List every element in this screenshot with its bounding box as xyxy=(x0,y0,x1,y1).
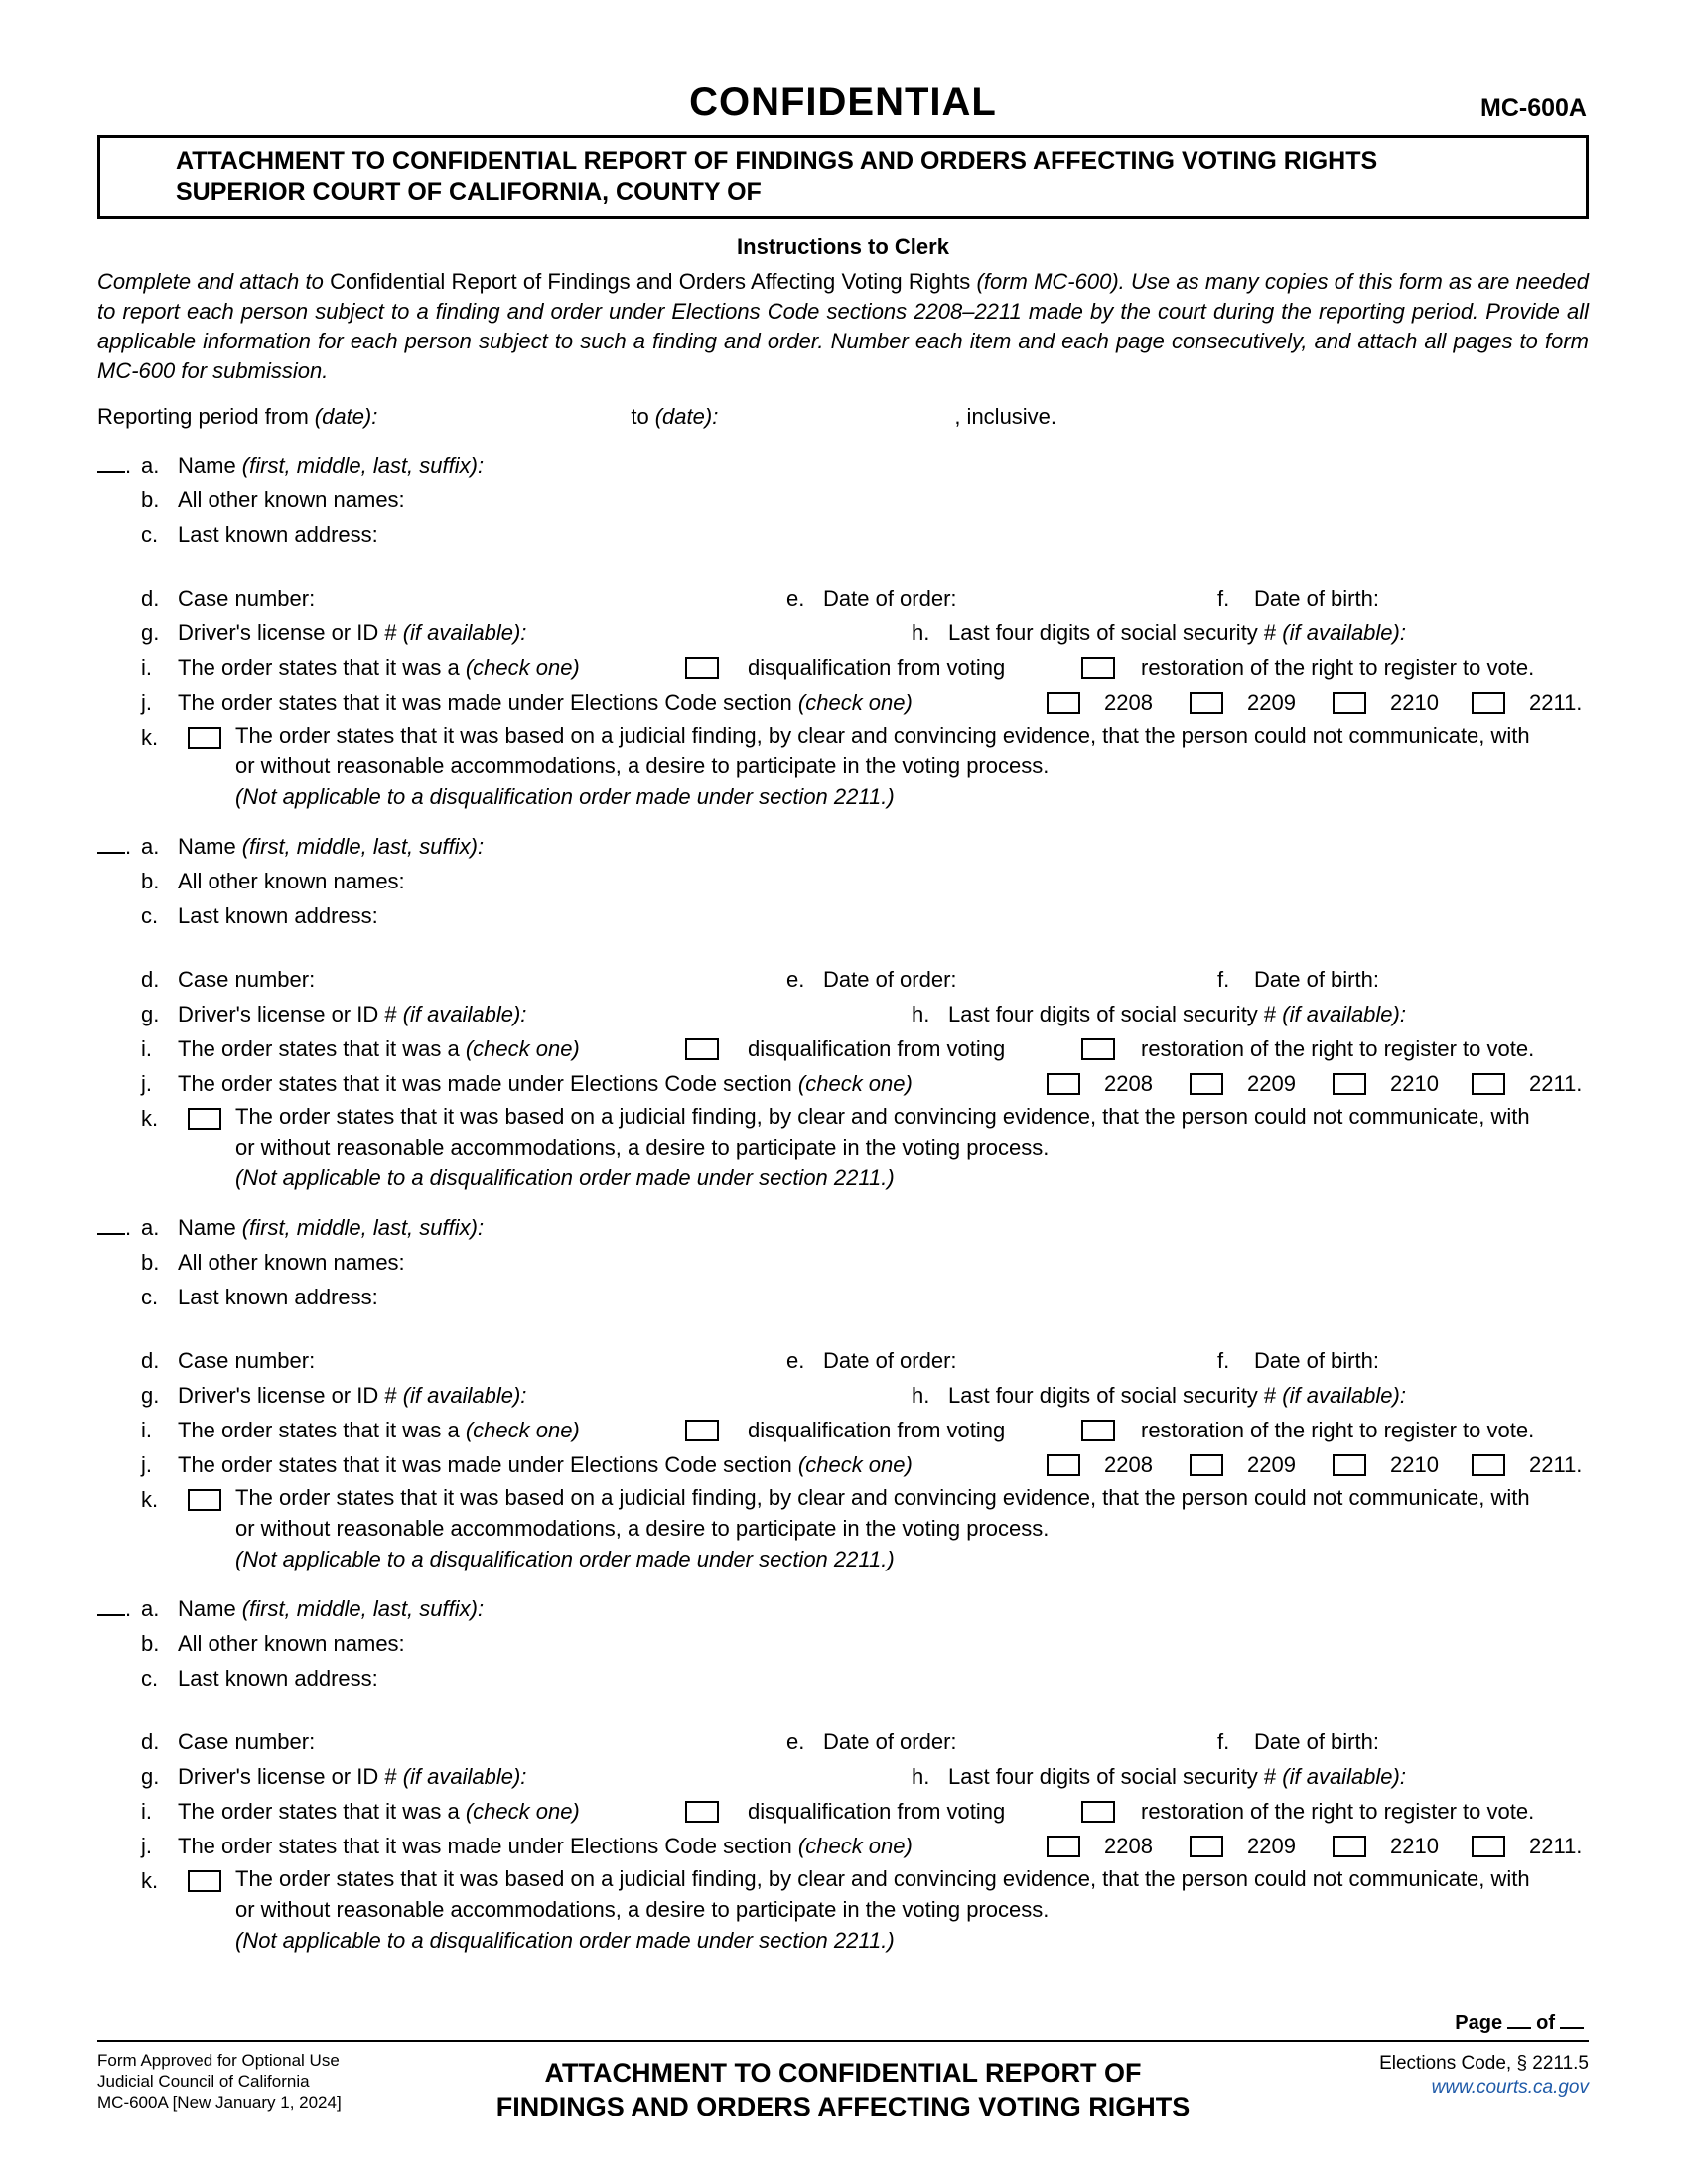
form-number: MC-600A xyxy=(1480,94,1587,122)
name-label-text: Name xyxy=(178,1215,242,1240)
section-2211-label: 2211. xyxy=(1529,1071,1583,1096)
date-of-order-label: Date of order: xyxy=(823,586,957,611)
order-type-hint: (check one) xyxy=(465,1036,580,1061)
restoration-checkbox[interactable] xyxy=(1081,1801,1115,1823)
name-label-text: Name xyxy=(178,453,242,478)
drivers-license-text: Driver's license or ID # xyxy=(178,1002,403,1026)
name-label-hint: (first, middle, last, suffix): xyxy=(241,834,485,859)
date-of-birth-label: Date of birth: xyxy=(1254,1729,1379,1754)
item-letter-k: k. xyxy=(141,1106,159,1131)
disqualification-label: disqualification from voting xyxy=(748,1036,1006,1061)
section-2210-label: 2210 xyxy=(1390,1071,1439,1096)
row-elections-code-section xyxy=(97,1829,1589,1863)
row-license-ssn xyxy=(97,615,1589,650)
drivers-license-label xyxy=(178,997,526,1031)
form-footer xyxy=(97,2011,1589,2123)
restoration-label: restoration of the right to register to vote. xyxy=(1141,1799,1535,1824)
code-section-label xyxy=(178,1829,913,1863)
item-letter-k: k. xyxy=(141,725,159,750)
section-2208-label: 2208 xyxy=(1104,1071,1153,1096)
reporting-period-row xyxy=(97,399,1589,434)
drivers-license-hint: (if available): xyxy=(402,1764,527,1789)
section-2210-checkbox[interactable] xyxy=(1333,1454,1366,1476)
section-2211-label: 2211. xyxy=(1529,1834,1583,1858)
case-number-label: Case number: xyxy=(178,1729,316,1754)
disqualification-checkbox[interactable] xyxy=(685,1038,719,1060)
item-number-period: . xyxy=(125,1596,132,1621)
section-2211-label: 2211. xyxy=(1529,690,1583,715)
reporting-to-date-hint: (date): xyxy=(654,404,719,429)
courts-website-link[interactable]: www.courts.ca.gov xyxy=(1431,2077,1589,2098)
row-order-type xyxy=(97,1413,1589,1447)
date-of-birth-group xyxy=(1217,1724,1379,1759)
code-section-label xyxy=(178,685,913,720)
order-type-label xyxy=(178,650,580,685)
item-letter-c: c. xyxy=(141,903,159,928)
item-letter-d: d. xyxy=(141,1729,160,1754)
item-letter-a: a. xyxy=(141,1215,160,1240)
drivers-license-label xyxy=(178,615,526,650)
item-number-period: . xyxy=(125,834,132,859)
instructions-intro: Complete and attach to xyxy=(97,269,331,294)
section-2210-checkbox[interactable] xyxy=(1333,1836,1366,1857)
row-address xyxy=(97,517,1589,552)
other-names-label: All other known names: xyxy=(178,869,405,893)
ssn-group xyxy=(912,1759,1406,1794)
row-license-ssn xyxy=(97,1378,1589,1413)
item-letter-d: d. xyxy=(141,967,160,992)
item-letter-e: e. xyxy=(786,1729,805,1754)
item-letter-e: e. xyxy=(786,586,805,611)
judicial-finding-checkbox[interactable] xyxy=(188,727,221,749)
row-elections-code-section xyxy=(97,685,1589,720)
section-2208-checkbox[interactable] xyxy=(1047,1836,1080,1857)
section-2208-checkbox[interactable] xyxy=(1047,1073,1080,1095)
person-block xyxy=(97,448,1589,812)
form-title-box xyxy=(97,135,1589,219)
judicial-finding-checkbox[interactable] xyxy=(188,1870,221,1892)
inclusive-label: , inclusive. xyxy=(954,404,1057,429)
row-name xyxy=(97,1591,1589,1626)
section-2210-label: 2210 xyxy=(1390,690,1439,715)
restoration-checkbox[interactable] xyxy=(1081,657,1115,679)
ssn-hint: (if available): xyxy=(1282,1002,1406,1026)
section-2211-label: 2211. xyxy=(1529,1452,1583,1477)
disqualification-checkbox[interactable] xyxy=(685,1801,719,1823)
disqualification-label: disqualification from voting xyxy=(748,1799,1006,1824)
case-number-label: Case number: xyxy=(178,586,316,611)
page-number-blank[interactable] xyxy=(1507,2023,1531,2029)
ssn-text: Last four digits of social security # xyxy=(948,620,1283,645)
restoration-checkbox[interactable] xyxy=(1081,1420,1115,1441)
item-number xyxy=(97,1591,141,1626)
judicial-finding-statement xyxy=(235,1101,1536,1193)
approval-line-1: Form Approved for Optional Use xyxy=(97,2051,340,2070)
judicial-finding-text: The order states that it was based on a judicial finding, by clear and convincing evidence, that the person could not communicate, with or without reasonable accommodations, a desire to participate in the voting process. xyxy=(235,1485,1530,1541)
restoration-label: restoration of the right to register to vote. xyxy=(1141,655,1535,680)
item-number xyxy=(97,829,141,864)
row-judicial-finding xyxy=(97,1863,1589,1956)
page-label: Page xyxy=(1455,2012,1503,2034)
item-letter-b: b. xyxy=(141,1631,160,1656)
judicial-finding-note: (Not applicable to a disqualification order made under section 2211.) xyxy=(235,1547,895,1571)
ssn-label xyxy=(948,1002,1406,1026)
section-2209-label: 2209 xyxy=(1247,1452,1296,1477)
item-number-period: . xyxy=(125,453,132,478)
section-2210-label: 2210 xyxy=(1390,1834,1439,1858)
date-of-order-label: Date of order: xyxy=(823,1348,957,1373)
row-order-type xyxy=(97,1794,1589,1829)
code-section-hint: (check one) xyxy=(797,1452,913,1477)
section-2210-checkbox[interactable] xyxy=(1333,692,1366,714)
section-2210-checkbox[interactable] xyxy=(1333,1073,1366,1095)
row-other-names xyxy=(97,1626,1589,1661)
order-type-hint: (check one) xyxy=(465,655,580,680)
date-of-order-group xyxy=(786,962,957,997)
footer-title-line-2: FINDINGS AND ORDERS AFFECTING VOTING RIGHTS xyxy=(495,2092,1191,2121)
item-letter-b: b. xyxy=(141,487,160,512)
judicial-finding-checkbox[interactable] xyxy=(188,1108,221,1130)
item-number xyxy=(97,1210,141,1245)
page-number-line xyxy=(97,2011,1589,2035)
item-letter-g: g. xyxy=(141,1764,160,1789)
date-of-birth-label: Date of birth: xyxy=(1254,1348,1379,1373)
ssn-text: Last four digits of social security # xyxy=(948,1383,1283,1408)
case-number-label: Case number: xyxy=(178,1348,316,1373)
section-2208-checkbox[interactable] xyxy=(1047,692,1080,714)
code-section-hint: (check one) xyxy=(797,1071,913,1096)
item-letter-b: b. xyxy=(141,869,160,893)
footer-divider xyxy=(97,2040,1589,2042)
row-judicial-finding xyxy=(97,1101,1589,1193)
item-number-blank[interactable] xyxy=(97,1610,125,1616)
ssn-hint: (if available): xyxy=(1282,1764,1406,1789)
item-letter-f: f. xyxy=(1217,967,1230,992)
name-label-hint: (first, middle, last, suffix): xyxy=(241,1596,485,1621)
drivers-license-text: Driver's license or ID # xyxy=(178,1764,403,1789)
reporting-to-label: to xyxy=(631,404,649,429)
item-letter-j: j. xyxy=(141,690,152,715)
item-letter-j: j. xyxy=(141,1452,152,1477)
code-section-hint: (check one) xyxy=(797,1834,913,1858)
ssn-group xyxy=(912,1378,1406,1413)
row-name xyxy=(97,1210,1589,1245)
reporting-from-date-hint: (date): xyxy=(314,404,378,429)
footer-form-title xyxy=(405,2050,1281,2123)
date-of-birth-group xyxy=(1217,1343,1379,1378)
judicial-finding-statement xyxy=(235,720,1536,812)
item-letter-f: f. xyxy=(1217,1729,1230,1754)
item-letter-c: c. xyxy=(141,1285,159,1309)
item-letter-e: e. xyxy=(786,967,805,992)
other-names-label: All other known names: xyxy=(178,1631,405,1656)
ssn-hint: (if available): xyxy=(1282,620,1406,645)
address-label: Last known address: xyxy=(178,903,378,928)
ssn-label xyxy=(948,1383,1406,1408)
judicial-finding-text: The order states that it was based on a judicial finding, by clear and convincing evidence, that the person could not communicate, with or without reasonable accommodations, a desire to participate in the voting process. xyxy=(235,1104,1530,1160)
disqualification-label: disqualification from voting xyxy=(748,1418,1006,1442)
code-section-text: The order states that it was made under Elections Code section xyxy=(178,1071,798,1096)
section-2209-checkbox[interactable] xyxy=(1190,692,1223,714)
row-address xyxy=(97,1661,1589,1696)
code-section-text: The order states that it was made under Elections Code section xyxy=(178,690,798,715)
disqualification-checkbox[interactable] xyxy=(685,1420,719,1441)
reporting-from-label: Reporting period from xyxy=(97,404,309,429)
code-section-label xyxy=(178,1066,913,1101)
item-number-blank[interactable] xyxy=(97,467,125,473)
date-of-order-label: Date of order: xyxy=(823,967,957,992)
section-2211-checkbox[interactable] xyxy=(1472,1454,1505,1476)
ssn-group xyxy=(912,615,1406,650)
item-number xyxy=(97,448,141,482)
item-letter-b: b. xyxy=(141,1250,160,1275)
page-total-blank[interactable] xyxy=(1560,2023,1584,2029)
section-2211-checkbox[interactable] xyxy=(1472,1836,1505,1857)
order-type-hint: (check one) xyxy=(465,1799,580,1824)
section-2211-checkbox[interactable] xyxy=(1472,1073,1505,1095)
item-letter-j: j. xyxy=(141,1834,152,1858)
item-letter-j: j. xyxy=(141,1071,152,1096)
ssn-label xyxy=(948,1764,1406,1789)
order-type-text: The order states that it was a xyxy=(178,1418,466,1442)
row-other-names xyxy=(97,864,1589,898)
item-letter-a: a. xyxy=(141,834,160,859)
section-2209-label: 2209 xyxy=(1247,1834,1296,1858)
row-other-names xyxy=(97,482,1589,517)
instructions-heading: Instructions to Clerk xyxy=(737,234,949,259)
judicial-finding-note: (Not applicable to a disqualification order made under section 2211.) xyxy=(235,1928,895,1953)
footer-title-line-1: ATTACHMENT TO CONFIDENTIAL REPORT OF xyxy=(544,2058,1142,2088)
order-type-text: The order states that it was a xyxy=(178,655,466,680)
item-letter-a: a. xyxy=(141,453,160,478)
code-reference: Elections Code, § 2211.5 xyxy=(1379,2053,1589,2074)
date-of-birth-label: Date of birth: xyxy=(1254,586,1379,611)
name-label xyxy=(178,1210,484,1245)
code-section-label xyxy=(178,1447,913,1482)
drivers-license-hint: (if available): xyxy=(402,1002,527,1026)
item-letter-k: k. xyxy=(141,1487,159,1512)
name-label-text: Name xyxy=(178,834,242,859)
instructions-rest: (form MC-600). Use as many copies of this form as are needed to report each person subject to a finding and order under Elections Code sections 2208–2211 made by the court during the reporting period. Provide all applicable information for each person subject to such a finding and order. Number each item and each page consecutively, and attach all pages to form MC-600 for submission. xyxy=(97,269,1589,383)
other-names-label: All other known names: xyxy=(178,1250,405,1275)
order-type-text: The order states that it was a xyxy=(178,1036,466,1061)
date-of-order-group xyxy=(786,1343,957,1378)
disqualification-checkbox[interactable] xyxy=(685,657,719,679)
row-other-names xyxy=(97,1245,1589,1280)
row-judicial-finding xyxy=(97,1482,1589,1574)
form-header xyxy=(97,77,1589,127)
judicial-finding-note: (Not applicable to a disqualification order made under section 2211.) xyxy=(235,784,895,809)
row-judicial-finding xyxy=(97,720,1589,812)
row-case-dates xyxy=(97,1724,1589,1759)
address-label: Last known address: xyxy=(178,522,378,547)
judicial-finding-note: (Not applicable to a disqualification order made under section 2211.) xyxy=(235,1165,895,1190)
order-type-hint: (check one) xyxy=(465,1418,580,1442)
order-type-label xyxy=(178,1413,580,1447)
ssn-text: Last four digits of social security # xyxy=(948,1002,1283,1026)
ssn-text: Last four digits of social security # xyxy=(948,1764,1283,1789)
form-approval-info xyxy=(97,2050,405,2123)
drivers-license-text: Driver's license or ID # xyxy=(178,620,403,645)
date-of-birth-group xyxy=(1217,581,1379,615)
ssn-hint: (if available): xyxy=(1282,1383,1406,1408)
section-2209-checkbox[interactable] xyxy=(1190,1836,1223,1857)
name-label xyxy=(178,1591,484,1626)
code-section-hint: (check one) xyxy=(797,690,913,715)
drivers-license-hint: (if available): xyxy=(402,620,527,645)
row-address xyxy=(97,1280,1589,1314)
other-names-label: All other known names: xyxy=(178,487,405,512)
item-letter-i: i. xyxy=(141,1799,152,1824)
row-address xyxy=(97,898,1589,933)
restoration-checkbox[interactable] xyxy=(1081,1038,1115,1060)
code-section-text: The order states that it was made under Elections Code section xyxy=(178,1452,798,1477)
date-of-order-group xyxy=(786,581,957,615)
footer-columns xyxy=(97,2050,1589,2123)
item-number-period: . xyxy=(125,1215,132,1240)
item-number-blank[interactable] xyxy=(97,1229,125,1235)
attachment-title: ATTACHMENT TO CONFIDENTIAL REPORT OF FINDINGS AND ORDERS AFFECTING VOTING RIGHTS xyxy=(176,147,1378,175)
restoration-label: restoration of the right to register to vote. xyxy=(1141,1418,1535,1442)
name-label-hint: (first, middle, last, suffix): xyxy=(241,453,485,478)
item-letter-c: c. xyxy=(141,1666,159,1691)
date-of-birth-label: Date of birth: xyxy=(1254,967,1379,992)
date-of-birth-group xyxy=(1217,962,1379,997)
row-license-ssn xyxy=(97,997,1589,1031)
name-label-hint: (first, middle, last, suffix): xyxy=(241,1215,485,1240)
name-label-text: Name xyxy=(178,1596,242,1621)
item-letter-i: i. xyxy=(141,1418,152,1442)
section-2209-checkbox[interactable] xyxy=(1190,1454,1223,1476)
case-number-label: Case number: xyxy=(178,967,316,992)
item-letter-g: g. xyxy=(141,1383,160,1408)
item-letter-k: k. xyxy=(141,1868,159,1893)
section-2208-label: 2208 xyxy=(1104,690,1153,715)
code-section-text: The order states that it was made under Elections Code section xyxy=(178,1834,798,1858)
item-letter-d: d. xyxy=(141,586,160,611)
section-2208-checkbox[interactable] xyxy=(1047,1454,1080,1476)
row-case-dates xyxy=(97,962,1589,997)
judicial-finding-checkbox[interactable] xyxy=(188,1489,221,1511)
order-type-label xyxy=(178,1031,580,1066)
order-type-text: The order states that it was a xyxy=(178,1799,466,1824)
item-letter-d: d. xyxy=(141,1348,160,1373)
item-letter-i: i. xyxy=(141,655,152,680)
court-title-line xyxy=(176,177,1574,207)
drivers-license-text: Driver's license or ID # xyxy=(178,1383,403,1408)
item-letter-a: a. xyxy=(141,1596,160,1621)
section-2208-label: 2208 xyxy=(1104,1452,1153,1477)
person-block xyxy=(97,1210,1589,1574)
section-2211-checkbox[interactable] xyxy=(1472,692,1505,714)
item-letter-f: f. xyxy=(1217,586,1230,611)
person-block xyxy=(97,829,1589,1193)
footer-references xyxy=(1281,2050,1589,2123)
disqualification-label: disqualification from voting xyxy=(748,655,1006,680)
row-order-type xyxy=(97,1031,1589,1066)
instructions-body xyxy=(97,267,1589,386)
row-case-dates xyxy=(97,1343,1589,1378)
order-type-label xyxy=(178,1794,580,1829)
drivers-license-label xyxy=(178,1759,526,1794)
name-label xyxy=(178,829,484,864)
row-name xyxy=(97,829,1589,864)
item-letter-f: f. xyxy=(1217,1348,1230,1373)
address-label: Last known address: xyxy=(178,1285,378,1309)
drivers-license-label xyxy=(178,1378,526,1413)
item-letter-g: g. xyxy=(141,1002,160,1026)
name-label xyxy=(178,448,484,482)
row-elections-code-section xyxy=(97,1066,1589,1101)
item-letter-e: e. xyxy=(786,1348,805,1373)
section-2208-label: 2208 xyxy=(1104,1834,1153,1858)
judicial-finding-statement xyxy=(235,1482,1536,1574)
item-letter-c: c. xyxy=(141,522,159,547)
date-of-order-label: Date of order: xyxy=(823,1729,957,1754)
court-title: SUPERIOR COURT OF CALIFORNIA, COUNTY OF xyxy=(176,178,762,205)
section-2209-checkbox[interactable] xyxy=(1190,1073,1223,1095)
person-blocks xyxy=(97,448,1589,1956)
approval-line-2: Judicial Council of California xyxy=(97,2072,310,2091)
restoration-label: restoration of the right to register to vote. xyxy=(1141,1036,1535,1061)
row-license-ssn xyxy=(97,1759,1589,1794)
item-letter-h: h. xyxy=(912,1764,930,1789)
ssn-group xyxy=(912,997,1406,1031)
item-number-blank[interactable] xyxy=(97,848,125,854)
item-letter-h: h. xyxy=(912,1002,930,1026)
person-block xyxy=(97,1591,1589,1956)
section-2209-label: 2209 xyxy=(1247,1071,1296,1096)
ssn-label xyxy=(948,620,1406,645)
item-letter-i: i. xyxy=(141,1036,152,1061)
judicial-finding-text: The order states that it was based on a judicial finding, by clear and convincing evidence, that the person could not communicate, with or without reasonable accommodations, a desire to participate in the voting process. xyxy=(235,1866,1530,1922)
row-name xyxy=(97,448,1589,482)
instructions-form-name: Confidential Report of Findings and Orders Affecting Voting Rights xyxy=(330,269,977,294)
row-elections-code-section xyxy=(97,1447,1589,1482)
judicial-finding-statement xyxy=(235,1863,1536,1956)
judicial-finding-text: The order states that it was based on a judicial finding, by clear and convincing evidence, that the person could not communicate, with or without reasonable accommodations, a desire to participate in the voting process. xyxy=(235,723,1530,778)
row-case-dates xyxy=(97,581,1589,615)
drivers-license-hint: (if available): xyxy=(402,1383,527,1408)
approval-line-3: MC-600A [New January 1, 2024] xyxy=(97,2093,342,2112)
date-of-order-group xyxy=(786,1724,957,1759)
section-2209-label: 2209 xyxy=(1247,690,1296,715)
item-letter-h: h. xyxy=(912,620,930,645)
row-order-type xyxy=(97,650,1589,685)
section-2210-label: 2210 xyxy=(1390,1452,1439,1477)
address-label: Last known address: xyxy=(178,1666,378,1691)
item-letter-h: h. xyxy=(912,1383,930,1408)
confidential-title: CONFIDENTIAL xyxy=(689,80,997,124)
item-letter-g: g. xyxy=(141,620,160,645)
of-label: of xyxy=(1536,2012,1555,2034)
